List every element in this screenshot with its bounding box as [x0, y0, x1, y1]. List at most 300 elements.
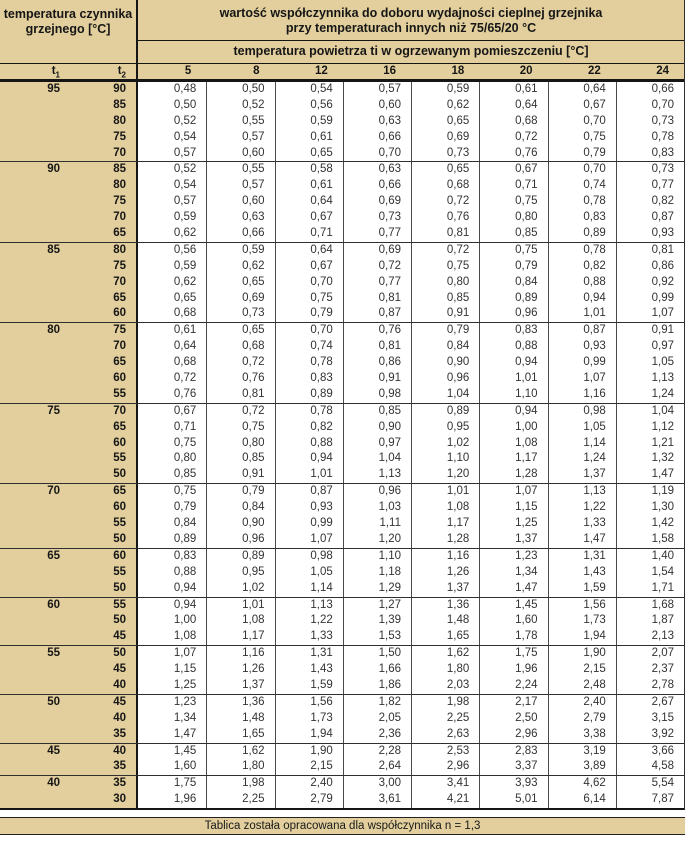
value-cell: 0,56 [275, 98, 343, 114]
value-cell: 1,02 [206, 581, 274, 597]
value-cell: 1,94 [548, 629, 616, 645]
supply-temp-header-line1: temperatura czynnika [3, 7, 133, 21]
value-cell: 0,97 [616, 339, 684, 355]
table-row [0, 162, 684, 178]
value-cell: 0,54 [275, 82, 343, 98]
value-cell: 0,59 [275, 114, 343, 130]
value-cell: 1,10 [479, 387, 547, 403]
value-cell: 0,55 [206, 114, 274, 130]
t1-cell [0, 387, 70, 403]
t2-cell: 60 [70, 371, 138, 387]
value-cell: 0,95 [206, 565, 274, 581]
value-cell: 0,78 [616, 130, 684, 146]
value-cell: 1,54 [616, 565, 684, 581]
value-cell: 1,37 [548, 467, 616, 483]
value-cell: 3,66 [616, 744, 684, 760]
t1-cell [0, 114, 70, 130]
value-cell: 0,94 [479, 355, 547, 371]
value-cell: 1,98 [206, 776, 274, 792]
value-cell: 0,81 [206, 387, 274, 403]
t1-cell [0, 291, 70, 307]
table-row [0, 130, 684, 146]
value-cell: 0,87 [275, 484, 343, 500]
value-cell: 0,57 [138, 194, 206, 210]
value-cell: 2,79 [275, 792, 343, 808]
t1-cell: 65 [0, 549, 70, 565]
t1-cell [0, 613, 70, 629]
value-cell: 0,58 [275, 162, 343, 178]
t1-cell [0, 678, 70, 694]
value-cell: 1,60 [479, 613, 547, 629]
t1-cell: 85 [0, 243, 70, 259]
value-cell: 0,86 [343, 355, 411, 371]
value-cell: 0,89 [479, 291, 547, 307]
value-cell: 0,81 [343, 291, 411, 307]
t2-cell: 85 [70, 162, 138, 178]
value-cell: 0,90 [343, 420, 411, 436]
temp-group-50 [0, 694, 684, 743]
t2-column-label: $t_2$ [70, 64, 138, 82]
value-cell: 0,61 [479, 82, 547, 98]
value-cell: 1,10 [343, 549, 411, 565]
value-cell: 0,94 [479, 404, 547, 420]
value-cell: 2,37 [616, 662, 684, 678]
t1-cell [0, 194, 70, 210]
value-cell: 0,69 [411, 130, 479, 146]
value-cell: 0,66 [343, 130, 411, 146]
value-cell: 4,62 [548, 776, 616, 792]
table-row [0, 436, 684, 452]
value-cell: 0,91 [411, 306, 479, 322]
value-cell: 1,36 [411, 598, 479, 614]
t2-cell: 45 [70, 662, 138, 678]
air-temp-column-label: 16 [383, 65, 396, 77]
value-cell: 0,76 [138, 387, 206, 403]
value-cell: 0,60 [206, 146, 274, 162]
value-cell: 1,32 [616, 451, 684, 467]
table-row [0, 387, 684, 403]
value-cell: 1,14 [275, 581, 343, 597]
table-row [0, 646, 684, 662]
value-cell: 0,52 [206, 98, 274, 114]
value-cell: 2,83 [479, 744, 547, 760]
value-cell: 0,85 [343, 404, 411, 420]
table-row [0, 275, 684, 291]
value-cell: 0,56 [138, 243, 206, 259]
value-cell: 1,47 [548, 532, 616, 548]
table-row [0, 226, 684, 242]
value-cell: 1,15 [479, 500, 547, 516]
table-row [0, 662, 684, 678]
value-cell: 2,48 [548, 678, 616, 694]
value-cell: 0,67 [138, 404, 206, 420]
t2-cell: 35 [70, 776, 138, 792]
value-cell: 3,93 [479, 776, 547, 792]
value-cell: 0,77 [616, 178, 684, 194]
value-cell: 1,40 [616, 549, 684, 565]
value-cell: 0,73 [343, 210, 411, 226]
value-cell: 0,98 [548, 404, 616, 420]
value-cell: 0,72 [206, 404, 274, 420]
value-cell: 0,61 [138, 323, 206, 339]
t1-cell [0, 371, 70, 387]
table-row [0, 516, 684, 532]
value-cell: 1,62 [411, 646, 479, 662]
value-cell: 0,61 [275, 178, 343, 194]
table-row [0, 695, 684, 711]
value-cell: 1,65 [206, 727, 274, 743]
coefficient-title [138, 0, 684, 41]
table-body [0, 82, 684, 810]
t1-cell: 80 [0, 323, 70, 339]
value-cell: 0,72 [206, 355, 274, 371]
value-cell: 0,59 [411, 82, 479, 98]
value-cell: 0,54 [138, 178, 206, 194]
value-cell: 1,13 [275, 598, 343, 614]
value-cell: 1,13 [616, 371, 684, 387]
supply-temp-header [0, 0, 138, 63]
value-cell: 0,75 [138, 436, 206, 452]
value-cell: 1,00 [138, 613, 206, 629]
value-cell: 1,01 [275, 467, 343, 483]
value-cell: 0,79 [479, 259, 547, 275]
table-row [0, 291, 684, 307]
value-cell: 1,08 [206, 613, 274, 629]
value-cell: 1,07 [138, 646, 206, 662]
value-cell: 1,10 [411, 451, 479, 467]
value-cell: 1,28 [411, 532, 479, 548]
value-cell: 1,45 [479, 598, 547, 614]
value-cell: 0,69 [343, 243, 411, 259]
t2-cell: 30 [70, 792, 138, 808]
value-cell: 0,88 [479, 339, 547, 355]
t1-cell [0, 275, 70, 291]
value-cell: 0,62 [138, 226, 206, 242]
value-cell: 0,67 [548, 98, 616, 114]
value-cell: 1,36 [206, 695, 274, 711]
value-cell: 0,66 [206, 226, 274, 242]
value-cell: 1,37 [479, 532, 547, 548]
table-row [0, 678, 684, 694]
value-cell: 0,83 [616, 146, 684, 162]
t1-cell [0, 711, 70, 727]
t2-cell: 70 [70, 275, 138, 291]
value-cell: 0,83 [548, 210, 616, 226]
t2-cell: 50 [70, 581, 138, 597]
value-cell: 1,59 [548, 581, 616, 597]
table-row [0, 323, 684, 339]
value-cell: 0,91 [616, 323, 684, 339]
footer-note: Tablica została opracowana dla współczynnika n = 1,3 [0, 817, 685, 835]
air-temp-column-label: 24 [656, 65, 669, 77]
value-cell: 3,00 [343, 776, 411, 792]
value-cell: 3,89 [548, 759, 616, 775]
value-cell: 1,58 [616, 532, 684, 548]
coefficient-title-line2: przy temperaturach innych niż 75/65/20 °C [285, 21, 537, 35]
table-row [0, 598, 684, 614]
value-cell: 1,14 [548, 436, 616, 452]
t1-cell [0, 727, 70, 743]
value-cell: 0,48 [138, 82, 206, 98]
value-cell: 0,74 [275, 339, 343, 355]
value-cell: 1,31 [275, 646, 343, 662]
value-cell: 0,67 [479, 162, 547, 178]
value-cell: 0,96 [479, 306, 547, 322]
temp-group-90 [0, 161, 684, 241]
value-cell: 0,57 [206, 130, 274, 146]
value-cell: 1,20 [411, 467, 479, 483]
temp-group-40 [0, 775, 684, 808]
value-cell: 0,89 [548, 226, 616, 242]
value-cell: 2,15 [275, 759, 343, 775]
table-row [0, 259, 684, 275]
value-cell: 0,72 [479, 130, 547, 146]
value-cell: 0,68 [138, 355, 206, 371]
value-cell: 0,68 [206, 339, 274, 355]
value-cell: 0,54 [138, 130, 206, 146]
t2-cell: 65 [70, 226, 138, 242]
table-row [0, 711, 684, 727]
value-cell: 0,65 [275, 146, 343, 162]
table-row [0, 451, 684, 467]
table-row [0, 306, 684, 322]
value-cell: 0,88 [138, 565, 206, 581]
value-cell: 0,75 [479, 194, 547, 210]
t1-column-label: $t_1$ [51, 65, 60, 80]
value-cell: 1,28 [479, 467, 547, 483]
t1-cell: 75 [0, 404, 70, 420]
value-cell: 0,64 [548, 82, 616, 98]
value-cell: 0,96 [206, 532, 274, 548]
value-cell: 0,98 [275, 549, 343, 565]
value-cell: 1,18 [343, 565, 411, 581]
t1-cell: 60 [0, 598, 70, 614]
value-cell: 1,98 [411, 695, 479, 711]
value-cell: 3,15 [616, 711, 684, 727]
value-cell: 1,75 [479, 646, 547, 662]
t1-cell [0, 662, 70, 678]
t1-cell [0, 355, 70, 371]
value-cell: 0,83 [479, 323, 547, 339]
table-header [0, 0, 684, 63]
t1-cell: 40 [0, 776, 70, 792]
t2-cell: 55 [70, 565, 138, 581]
value-cell: 2,28 [343, 744, 411, 760]
table-row [0, 776, 684, 792]
value-cell: 0,64 [138, 339, 206, 355]
value-cell: 0,79 [411, 323, 479, 339]
table-row [0, 404, 684, 420]
t1-cell [0, 306, 70, 322]
value-cell: 0,93 [548, 339, 616, 355]
table-row [0, 210, 684, 226]
value-cell: 0,57 [343, 82, 411, 98]
value-cell: 2,40 [275, 776, 343, 792]
value-cell: 0,94 [138, 598, 206, 614]
value-cell: 1,82 [343, 695, 411, 711]
value-cell: 1,43 [548, 565, 616, 581]
value-cell: 1,04 [616, 404, 684, 420]
value-cell: 1,48 [411, 613, 479, 629]
value-cell: 1,25 [479, 516, 547, 532]
value-cell: 0,57 [206, 178, 274, 194]
value-cell: 1,08 [479, 436, 547, 452]
value-cell: 2,63 [411, 727, 479, 743]
value-cell: 0,78 [548, 243, 616, 259]
value-cell: 0,64 [275, 194, 343, 210]
value-cell: 0,66 [616, 82, 684, 98]
t1-cell [0, 629, 70, 645]
table-row [0, 178, 684, 194]
table-row [0, 792, 684, 808]
value-cell: 0,81 [411, 226, 479, 242]
t1-cell [0, 226, 70, 242]
air-temp-title: temperatura powietrza ti w ogrzewanym pomieszczeniu [°C] [233, 44, 589, 58]
t2-cell: 85 [70, 98, 138, 114]
table-row [0, 565, 684, 581]
value-cell: 0,65 [206, 275, 274, 291]
t2-cell: 70 [70, 339, 138, 355]
temp-group-70 [0, 483, 684, 548]
temp-group-80 [0, 322, 684, 402]
value-cell: 3,38 [548, 727, 616, 743]
value-cell: 0,52 [138, 162, 206, 178]
value-cell: 1,22 [548, 500, 616, 516]
value-cell: 1,08 [138, 629, 206, 645]
value-cell: 1,43 [275, 662, 343, 678]
t1-cell [0, 467, 70, 483]
t1-cell [0, 339, 70, 355]
air-temp-column-label: 20 [519, 65, 533, 77]
value-cell: 1,05 [275, 565, 343, 581]
value-cell: 0,76 [411, 210, 479, 226]
value-cell: 2,25 [411, 711, 479, 727]
value-cell: 2,96 [411, 759, 479, 775]
value-cell: 1,30 [616, 500, 684, 516]
table-row [0, 727, 684, 743]
t2-cell: 75 [70, 130, 138, 146]
value-cell: 2,50 [479, 711, 547, 727]
t2-cell: 55 [70, 598, 138, 614]
value-cell: 1,42 [616, 516, 684, 532]
value-cell: 2,05 [343, 711, 411, 727]
value-cell: 0,75 [411, 259, 479, 275]
value-cell: 2,40 [548, 695, 616, 711]
value-cell: 1,23 [479, 549, 547, 565]
value-cell: 0,70 [548, 114, 616, 130]
value-cell: 0,68 [411, 178, 479, 194]
t2-cell: 70 [70, 210, 138, 226]
value-cell: 0,72 [343, 259, 411, 275]
table-row [0, 98, 684, 114]
t2-cell: 60 [70, 306, 138, 322]
value-cell: 4,58 [616, 759, 684, 775]
t2-cell: 80 [70, 178, 138, 194]
value-cell: 0,68 [138, 306, 206, 322]
value-cell: 1,56 [548, 598, 616, 614]
value-cell: 0,80 [138, 451, 206, 467]
value-cell: 0,89 [411, 404, 479, 420]
t2-cell: 50 [70, 613, 138, 629]
value-cell: 1,26 [411, 565, 479, 581]
value-cell: 0,62 [138, 275, 206, 291]
value-cell: 0,67 [275, 210, 343, 226]
t2-cell: 80 [70, 114, 138, 130]
value-cell: 0,79 [548, 146, 616, 162]
value-cell: 2,36 [343, 727, 411, 743]
value-cell: 0,88 [548, 275, 616, 291]
value-cell: 1,26 [206, 662, 274, 678]
value-cell: 0,94 [138, 581, 206, 597]
t2-cell: 65 [70, 355, 138, 371]
value-cell: 0,84 [411, 339, 479, 355]
t2-cell: 50 [70, 532, 138, 548]
value-cell: 2,07 [616, 646, 684, 662]
t1-cell [0, 451, 70, 467]
value-cell: 0,75 [548, 130, 616, 146]
value-cell: 1,86 [343, 678, 411, 694]
value-cell: 2,78 [616, 678, 684, 694]
air-temp-column-label: 8 [253, 65, 260, 77]
value-cell: 0,62 [411, 98, 479, 114]
value-cell: 2,15 [548, 662, 616, 678]
supply-temp-header-line2: grzejnego [°C] [25, 22, 111, 36]
value-cell: 0,99 [275, 516, 343, 532]
value-cell: 1,01 [479, 371, 547, 387]
value-cell: 1,03 [343, 500, 411, 516]
value-cell: 0,89 [206, 549, 274, 565]
value-cell: 0,83 [275, 371, 343, 387]
t1-cell [0, 146, 70, 162]
value-cell: 0,64 [275, 243, 343, 259]
value-cell: 0,78 [548, 194, 616, 210]
value-cell: 1,47 [616, 467, 684, 483]
value-cell: 0,50 [138, 98, 206, 114]
value-cell: 0,95 [411, 420, 479, 436]
value-cell: 1,80 [411, 662, 479, 678]
t1-cell [0, 759, 70, 775]
value-cell: 2,79 [548, 711, 616, 727]
value-cell: 1,13 [548, 484, 616, 500]
value-cell: 0,60 [206, 194, 274, 210]
value-cell: 0,91 [343, 371, 411, 387]
value-cell: 1,90 [548, 646, 616, 662]
t1-cell [0, 436, 70, 452]
value-cell: 2,03 [411, 678, 479, 694]
value-cell: 0,57 [138, 146, 206, 162]
value-cell: 1,37 [411, 581, 479, 597]
value-cell: 0,50 [206, 82, 274, 98]
value-cell: 1,45 [138, 744, 206, 760]
table-row [0, 484, 684, 500]
t2-cell: 45 [70, 695, 138, 711]
value-cell: 0,78 [275, 404, 343, 420]
value-cell: 3,37 [479, 759, 547, 775]
value-cell: 3,19 [548, 744, 616, 760]
value-cell: 1,96 [479, 662, 547, 678]
t1-cell: 50 [0, 695, 70, 711]
value-cell: 1,04 [411, 387, 479, 403]
table-row [0, 243, 684, 259]
table-row [0, 82, 684, 98]
value-cell: 0,85 [411, 291, 479, 307]
value-cell: 0,80 [411, 275, 479, 291]
value-cell: 1,71 [616, 581, 684, 597]
value-cell: 1,08 [411, 500, 479, 516]
value-cell: 0,90 [206, 516, 274, 532]
value-cell: 0,82 [275, 420, 343, 436]
table-row [0, 114, 684, 130]
